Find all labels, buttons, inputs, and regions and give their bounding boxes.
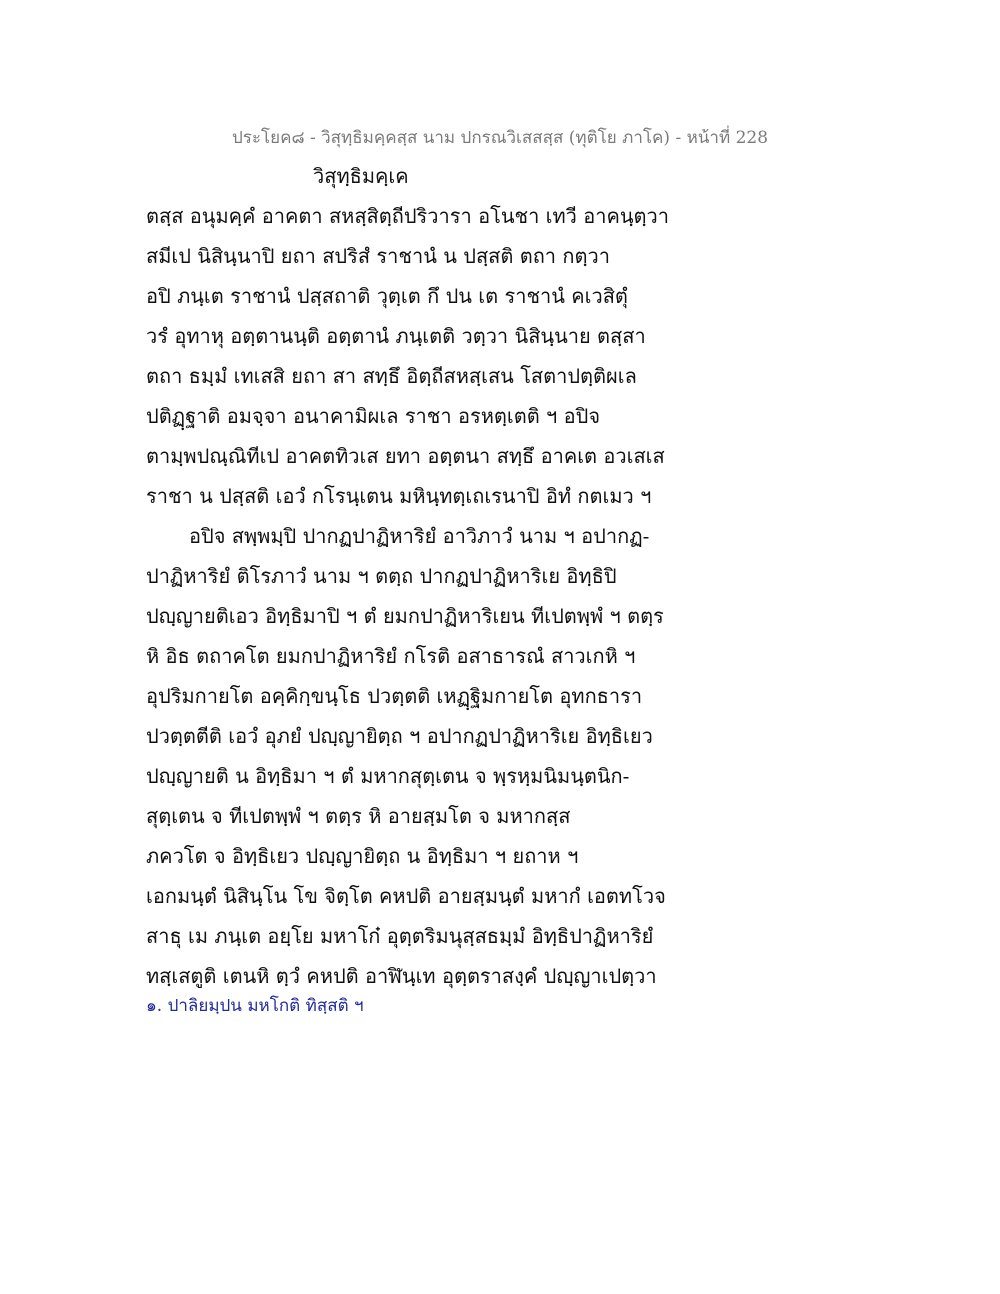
book-title: วิสุทฺธิมคฺเค	[313, 164, 409, 188]
text-line: อุปริมกายโต อคฺคิกฺขนฺโธ ปวตฺตติ เหฏฺฐิมกายโต อุทกธารา	[146, 684, 643, 708]
text-line: ตามฺพปณฺณิทีเป อาคตทิวเส ยทา อตฺตนา สทฺธึ อาคเต อวเสเส	[146, 444, 665, 468]
text-line: วรํ อุทาหุ อตฺตานนฺติ อตฺตานํ ภนฺเตติ วตฺวา นิสินฺนาย ตสฺสา	[146, 324, 646, 348]
text-line: ปวตฺตตีติ เอวํ อุภยํ ปญฺญายิตฺถ ฯ อปากฏปาฏิหาริเย อิทฺธิเยว	[146, 724, 653, 748]
text-line: ปติฏฺฐาติ อมจฺจา อนาคามิผเล ราชา อรหตฺเตติ ฯ อปิจ	[146, 404, 601, 428]
running-header: ประโยค๘ - วิสุทฺธิมคฺคสฺส นาม ปกรณวิเสสสฺส (ทุติโย ภาโค) - หน้าที่ 228	[231, 128, 769, 148]
footnote: ๑. ปาลิยมฺปน มหโกติ ทิสฺสติ ฯ	[146, 996, 364, 1016]
text-line: หิ อิธ ตถาคโต ยมกปาฏิหาริยํ กโรติ อสาธารณํ สาวเกหิ ฯ	[146, 644, 636, 668]
body-text	[146, 196, 866, 996]
text-line: อปิ ภนฺเต ราชานํ ปสฺสถาติ วุตฺเต กึ ปน เต ราชานํ คเวสิตุํ	[146, 284, 628, 308]
text-line: สาธุ เม ภนฺเต อยฺโย มหาโก๋ อุตฺตริมนุสฺสธมฺมํ อิทฺธิปาฏิหาริยํ	[146, 924, 654, 948]
text-line: ภควโต จ อิทฺธิเยว ปญฺญายิตฺถ น อิทฺธิมา ฯ ยถาห ฯ	[146, 844, 579, 868]
text-line: เอกมนฺตํ นิสินฺโน โข จิตฺโต คหปติ อายสฺมนฺตํ มหากํ เอตทโวจ	[146, 884, 666, 908]
text-line: สุตฺเตน จ ทีเปตพฺพํ ฯ ตตฺร หิ อายสฺมโต จ มหากสฺส	[146, 804, 571, 828]
text-line: ทสฺเสตูติ เตนหิ ตฺวํ คหปติ อาฬินฺเท อุตฺตราสงฺคํ ปญฺญาเปตฺวา	[146, 964, 657, 988]
text-line: ตถา ธมฺมํ เทเสสิ ยถา สา สทฺธึ อิตฺถีสหสฺเสน โสตาปตฺติผเล	[146, 364, 637, 388]
text-line: ปญฺญายติ น อิทฺธิมา ฯ ตํ มหากสุตฺเตน จ พฺรหฺมนิมนฺตนิก-	[146, 764, 630, 788]
text-line: ตสฺส อนุมคฺคํ อาคตา สหสฺสิตฺถีปริวารา อโนชา เทวี อาคนฺตฺวา	[146, 204, 670, 228]
text-line: ปญฺญายติเอว อิทฺธิมาปิ ฯ ตํ ยมกปาฏิหาริเยน ทีเปตพฺพํ ฯ ตตฺร	[146, 604, 664, 628]
text-line: สมีเป นิสินฺนาปิ ยถา สปริสํ ราชานํ น ปสฺสติ ตถา กตฺวา	[146, 244, 610, 268]
paragraph-start-line: อปิจ สพฺพมฺปิ ปากฏปาฏิหาริยํ อาวิภาวํ นาม ฯ อปากฏ-	[189, 524, 650, 548]
text-line: ปาฏิหาริยํ ติโรภาวํ นาม ฯ ตตฺถ ปากฏปาฏิหาริเย อิทฺธิปิ	[146, 564, 617, 588]
text-line: ราชา น ปสฺสติ เอวํ กโรนฺเตน มหินฺทตฺเถเรนาปิ อิทํ กตเมว ฯ	[146, 484, 652, 508]
